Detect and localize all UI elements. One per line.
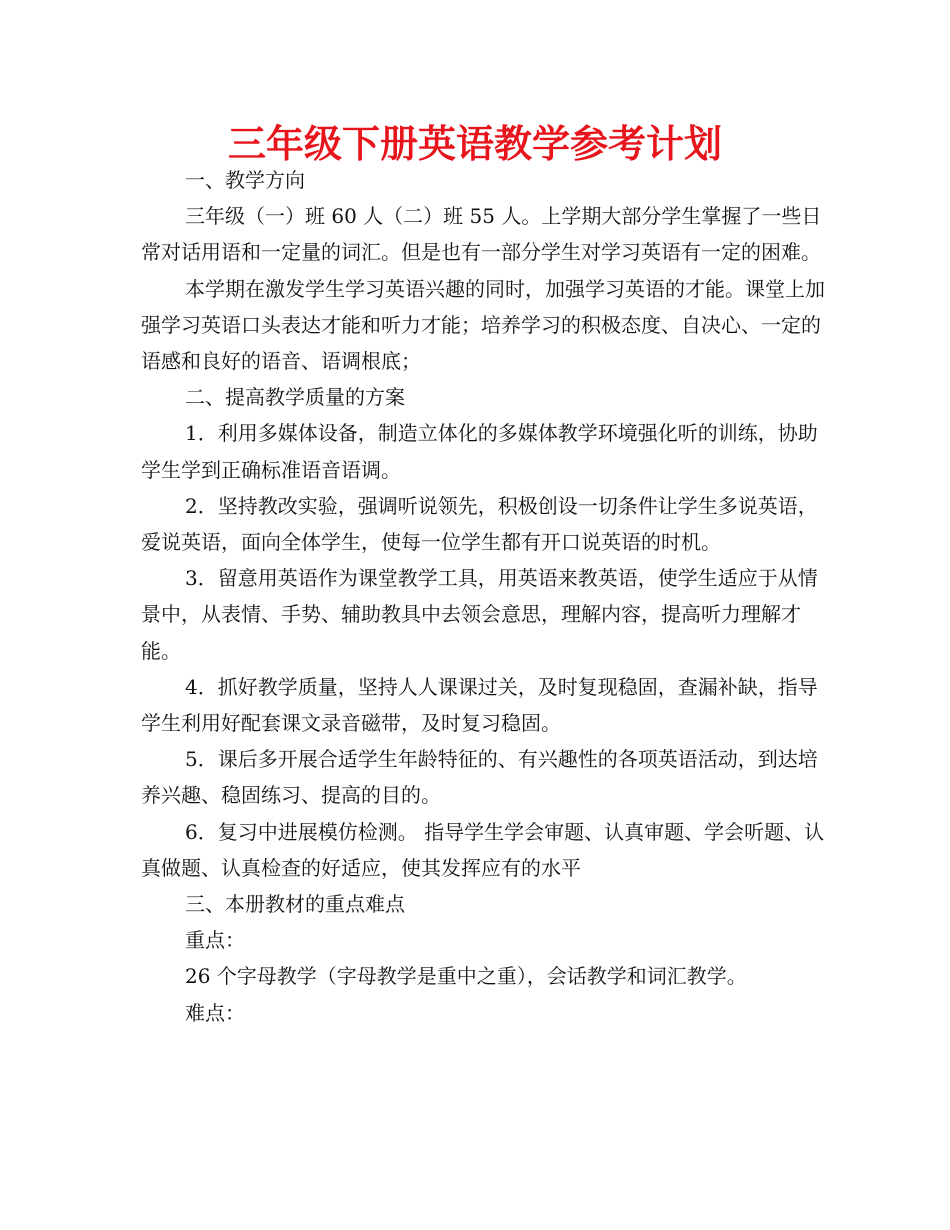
document-body	[141, 162, 831, 1031]
paragraph-class-info: 三年级（一）班 60 人（二）班 55 人。上学期大部分学生掌握了一些日常对话用语和一定量的词汇。但是也有一部分学生对学习英语有一定的困难。	[141, 204, 822, 265]
section-heading-2: 二、提高教学质量的方案	[185, 385, 405, 410]
difficulties-label: 难点：	[185, 1000, 245, 1025]
list-item-6: 6．复习中进展模仿检测。 指导学生学会审题、认真审题、学会听题、认真做题、认真检查的好适应，使其发挥应有的水平	[141, 819, 825, 880]
paragraph-semester-goal: 本学期在激发学生学习英语兴趣的同时，加强学习英语的才能。课堂上加强学习英语口头表达才能和听力才能；培养学习的积极态度、自决心、一定的语感和良好的语音、语调根底；	[141, 276, 825, 374]
section-heading-1: 一、教学方向	[185, 168, 305, 192]
section-heading-3: 三、本册教材的重点难点	[185, 892, 405, 917]
list-item-1: 1．利用多媒体设备，制造立体化的多媒体教学环境强化听的训练，协助学生学到正确标准语音语调。	[141, 421, 818, 482]
key-points-text: 26 个字母教学（字母教学是重中之重），会话教学和词汇教学。	[185, 964, 747, 989]
list-item-3: 3．留意用英语作为课堂教学工具，用英语来教英语，使学生适应于从情景中，从表情、手势、辅助教具中去领会意思，理解内容，提高听力理解才能。	[141, 566, 818, 663]
list-item-2: 2．坚持教改实验，强调听说领先，积极创设一切条件让学生多说英语，爱说英语，面向全体学生，使每一位学生都有开口说英语的时机。	[141, 493, 818, 555]
list-item-5: 5．课后多开展合适学生年龄特征的、有兴趣性的各项英语活动，到达培养兴趣、稳固练习、提高的目的。	[141, 747, 818, 808]
document-title: 三年级下册英语教学参考计划	[227, 122, 722, 166]
key-points-label: 重点：	[185, 928, 245, 953]
list-item-4: 4．抓好教学质量，坚持人人课课过关，及时复现稳固，查漏补缺，指导学生利用好配套课文录音磁带，及时复习稳固。	[141, 674, 818, 736]
